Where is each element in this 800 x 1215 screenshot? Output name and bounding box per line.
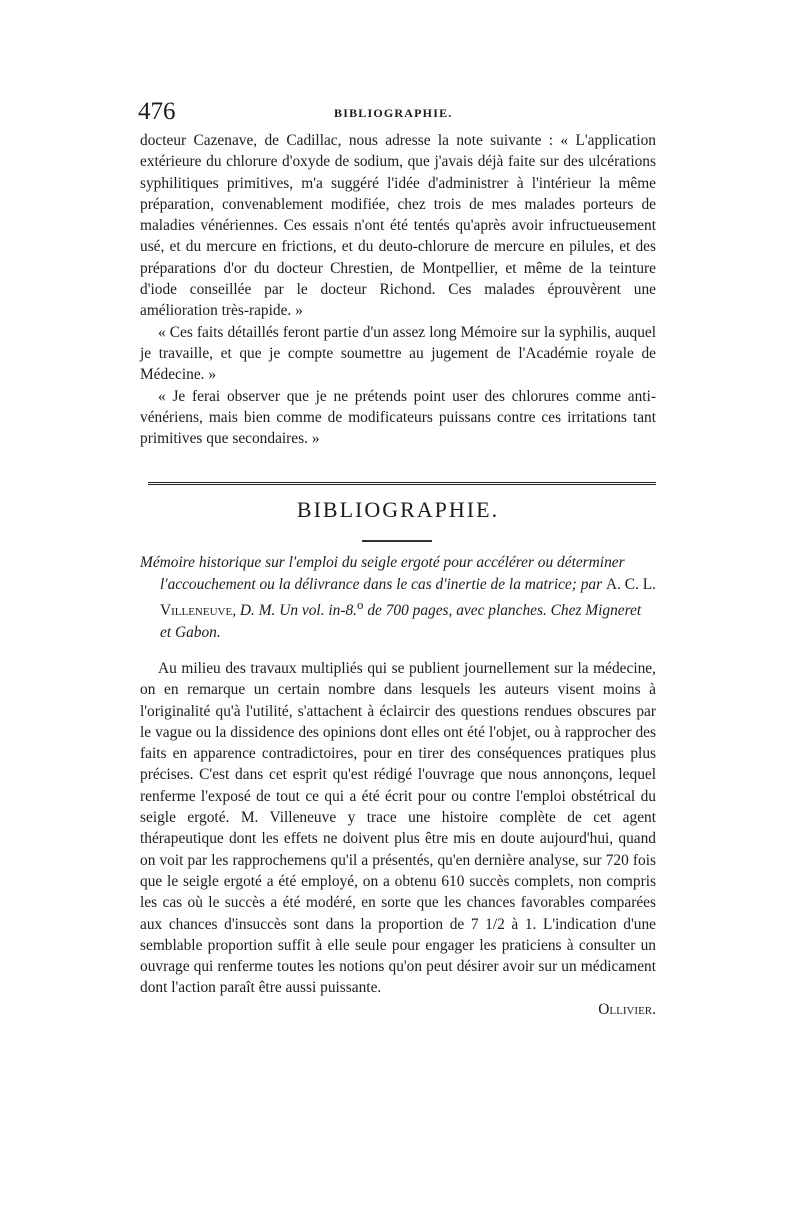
review-paragraph: Au milieu des travaux multipliés qui se publient journellement sur la médecine, on en remarque un certain nombre dans lesquels les auteurs visent moins à l'originalité qu'à l'utilité, s'attachent à éclaircir des questions rendues obscures par le vague ou la dissidence des opinions dont elles ont été l'objet, ou à rapprocher des faits en apparence contradictoires, pour en tirer des conséquences pratiques plus précises. C'est dans cet esprit qu'est rédigé l'ouvrage que nous annonçons, lequel renferme l'exposé de tout ce qui a été écrit pour ou contre l'emploi obstétrical du seigle ergoté. M. Villeneuve y trace une histoire complète de cet agent thérapeutique dont les effets ne doivent plus être mis en doute aujourd'hui, quand on voit par les rapprochemens qu'il a présentés, qu'en dernière analyse, sur 720 fois que le seigle ergoté a été employé, on a obtenu 610 succès complets, non compris les cas où le succès a été modéré, en sorte que les chances favorables comparées aux chances d'insuccès sont dans la proportion de 7 1/2 à 1. L'indication d'une semblable proportion suffit à elle seule pour engager les praticiens à consulter un ouvrage qui renferme toutes les notions qu'on peut désirer avoir sur un médicament dont l'action paraît être aussi puissante. <box>140 660 656 997</box>
letter-paragraph: « Je ferai observer que je ne prétends point user des chlorures comme anti-vénériens, mais bien comme de modificateurs puissans contre ces irritations tant primitives que secondaires. » <box>140 387 656 448</box>
review-text <box>140 658 656 1020</box>
running-title: BIBLIOGRAPHIE. <box>334 106 453 120</box>
letter-text <box>140 130 656 449</box>
entry-author: A. C. L. Villeneuve <box>160 575 656 620</box>
letter-paragraph: « Ces faits détaillés feront partie d'un assez long Mémoire sur la syphilis, auquel je travaille, et que je compte soumettre au jugement de l'Académie royale de Médecine. » <box>140 323 656 384</box>
review-signature: Ollivier. <box>598 1000 656 1018</box>
entry-details: , D. M. Un vol. in-8. <box>232 602 358 620</box>
bibliography-entry <box>140 552 656 643</box>
page-number: 476 <box>138 98 176 125</box>
page-header <box>138 98 658 128</box>
entry-publisher: de 700 pages, avec planches. Chez Migneret et Gabon. <box>160 602 642 641</box>
title-underline <box>362 540 432 542</box>
entry-superscript: o <box>357 598 364 612</box>
section-title: BIBLIOGRAPHIE. <box>296 497 500 522</box>
letter-paragraph: docteur Cazenave, de Cadillac, nous adresse la note suivante : « L'application extérieure du chlorure d'oxyde de sodium, que j'avais déjà faite sur des ulcérations syphilitiques primitives, m'a suggéré l'idée d'administrer à l'intérieur la même préparation, convenablement modifiée, chez trois de mes malades porteurs de maladies vénériennes. Ces essais n'ont été tentés qu'après avoir infructueusement usé, et du mercure en frictions, et du deuto-chlorure de mercure en pilules, et des préparations d'or du docteur Chrestien, de Montpellier, et même de la teinture d'iode conseillée par le docteur Richond. Ces malades éprouvèrent une amélioration très-rapide. » <box>140 132 656 320</box>
entry-title: Mémoire historique sur l'emploi du seigle ergoté pour accélérer ou déterminer l'accouchement ou la délivrance dans le cas d'inertie de la matrice; par <box>140 554 625 593</box>
section-divider <box>148 482 656 485</box>
